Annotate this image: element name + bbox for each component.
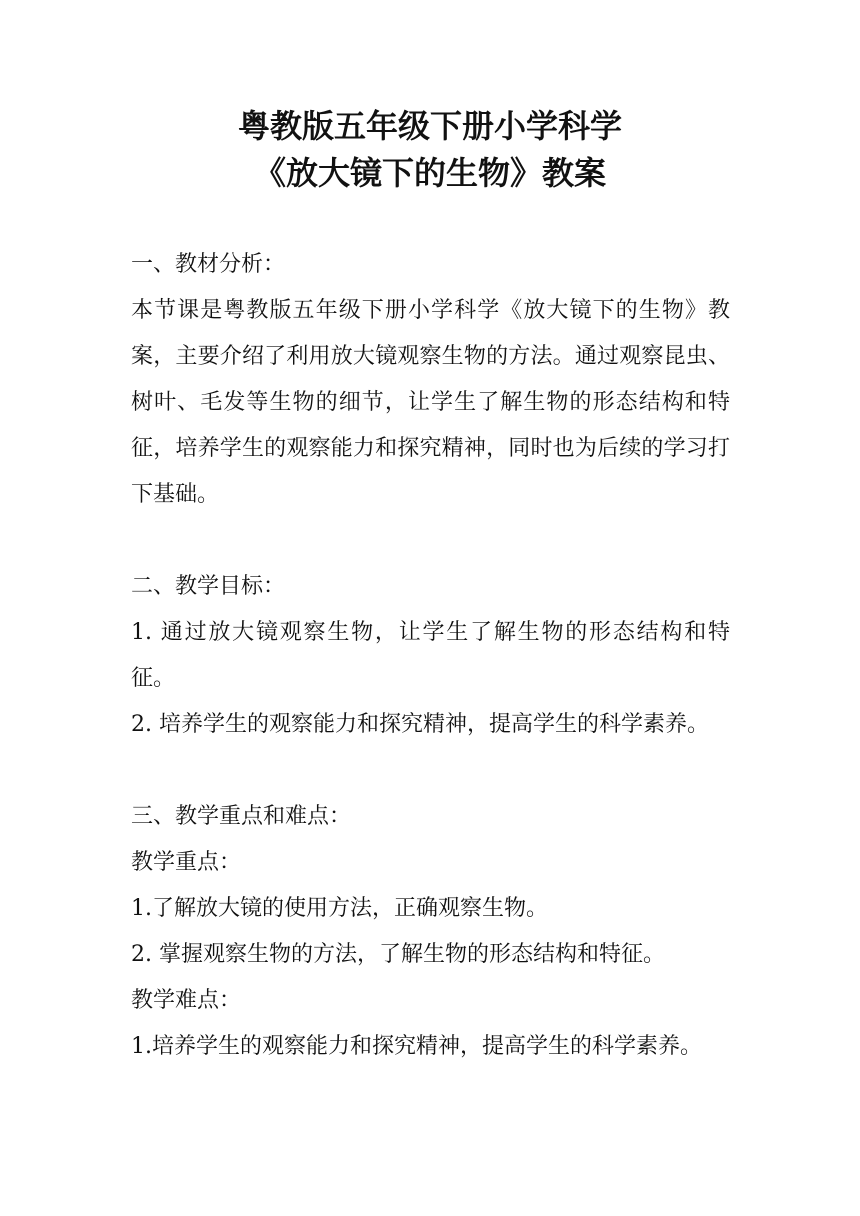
section-2-heading: 二、教学目标： [131,574,286,599]
document-title-line-1: 粤教版五年级下册小学科学 [237,107,622,145]
key-point-item-1: 1.了解放大镜的使用方法，正确观察生物。 [131,896,548,921]
section-gap [131,518,730,564]
objective-item-1: 1. 通过放大镜观察生物，让学生了解生物的形态结构和特征。 [131,620,730,691]
section-1-heading: 一、教材分析： [131,252,286,277]
document-body [131,242,730,1070]
section-1-paragraph: 本节课是粤教版五年级下册小学科学《放大镜下的生物》教案，主要介绍了利用放大镜观察生物的方法。通过观察昆虫、树叶、毛发等生物的细节，让学生了解生物的形态结构和特征，培养学生的观察能力和探究精神，同时也为后续的学习打下基础。 [131,298,730,507]
section-3-heading: 三、教学重点和难点： [131,804,352,829]
difficult-points-heading: 教学难点： [131,988,242,1013]
key-points-heading: 教学重点： [131,850,242,875]
document-title-line-2: 《放大镜下的生物》教案 [253,154,606,192]
key-point-item-2: 2. 掌握观察生物的方法，了解生物的形态结构和特征。 [131,942,665,967]
difficult-point-item-1: 1.培养学生的观察能力和探究精神，提高学生的科学素养。 [131,1034,702,1059]
objective-item-2: 2. 培养学生的观察能力和探究精神，提高学生的科学素养。 [131,712,709,737]
section-gap [131,748,730,794]
